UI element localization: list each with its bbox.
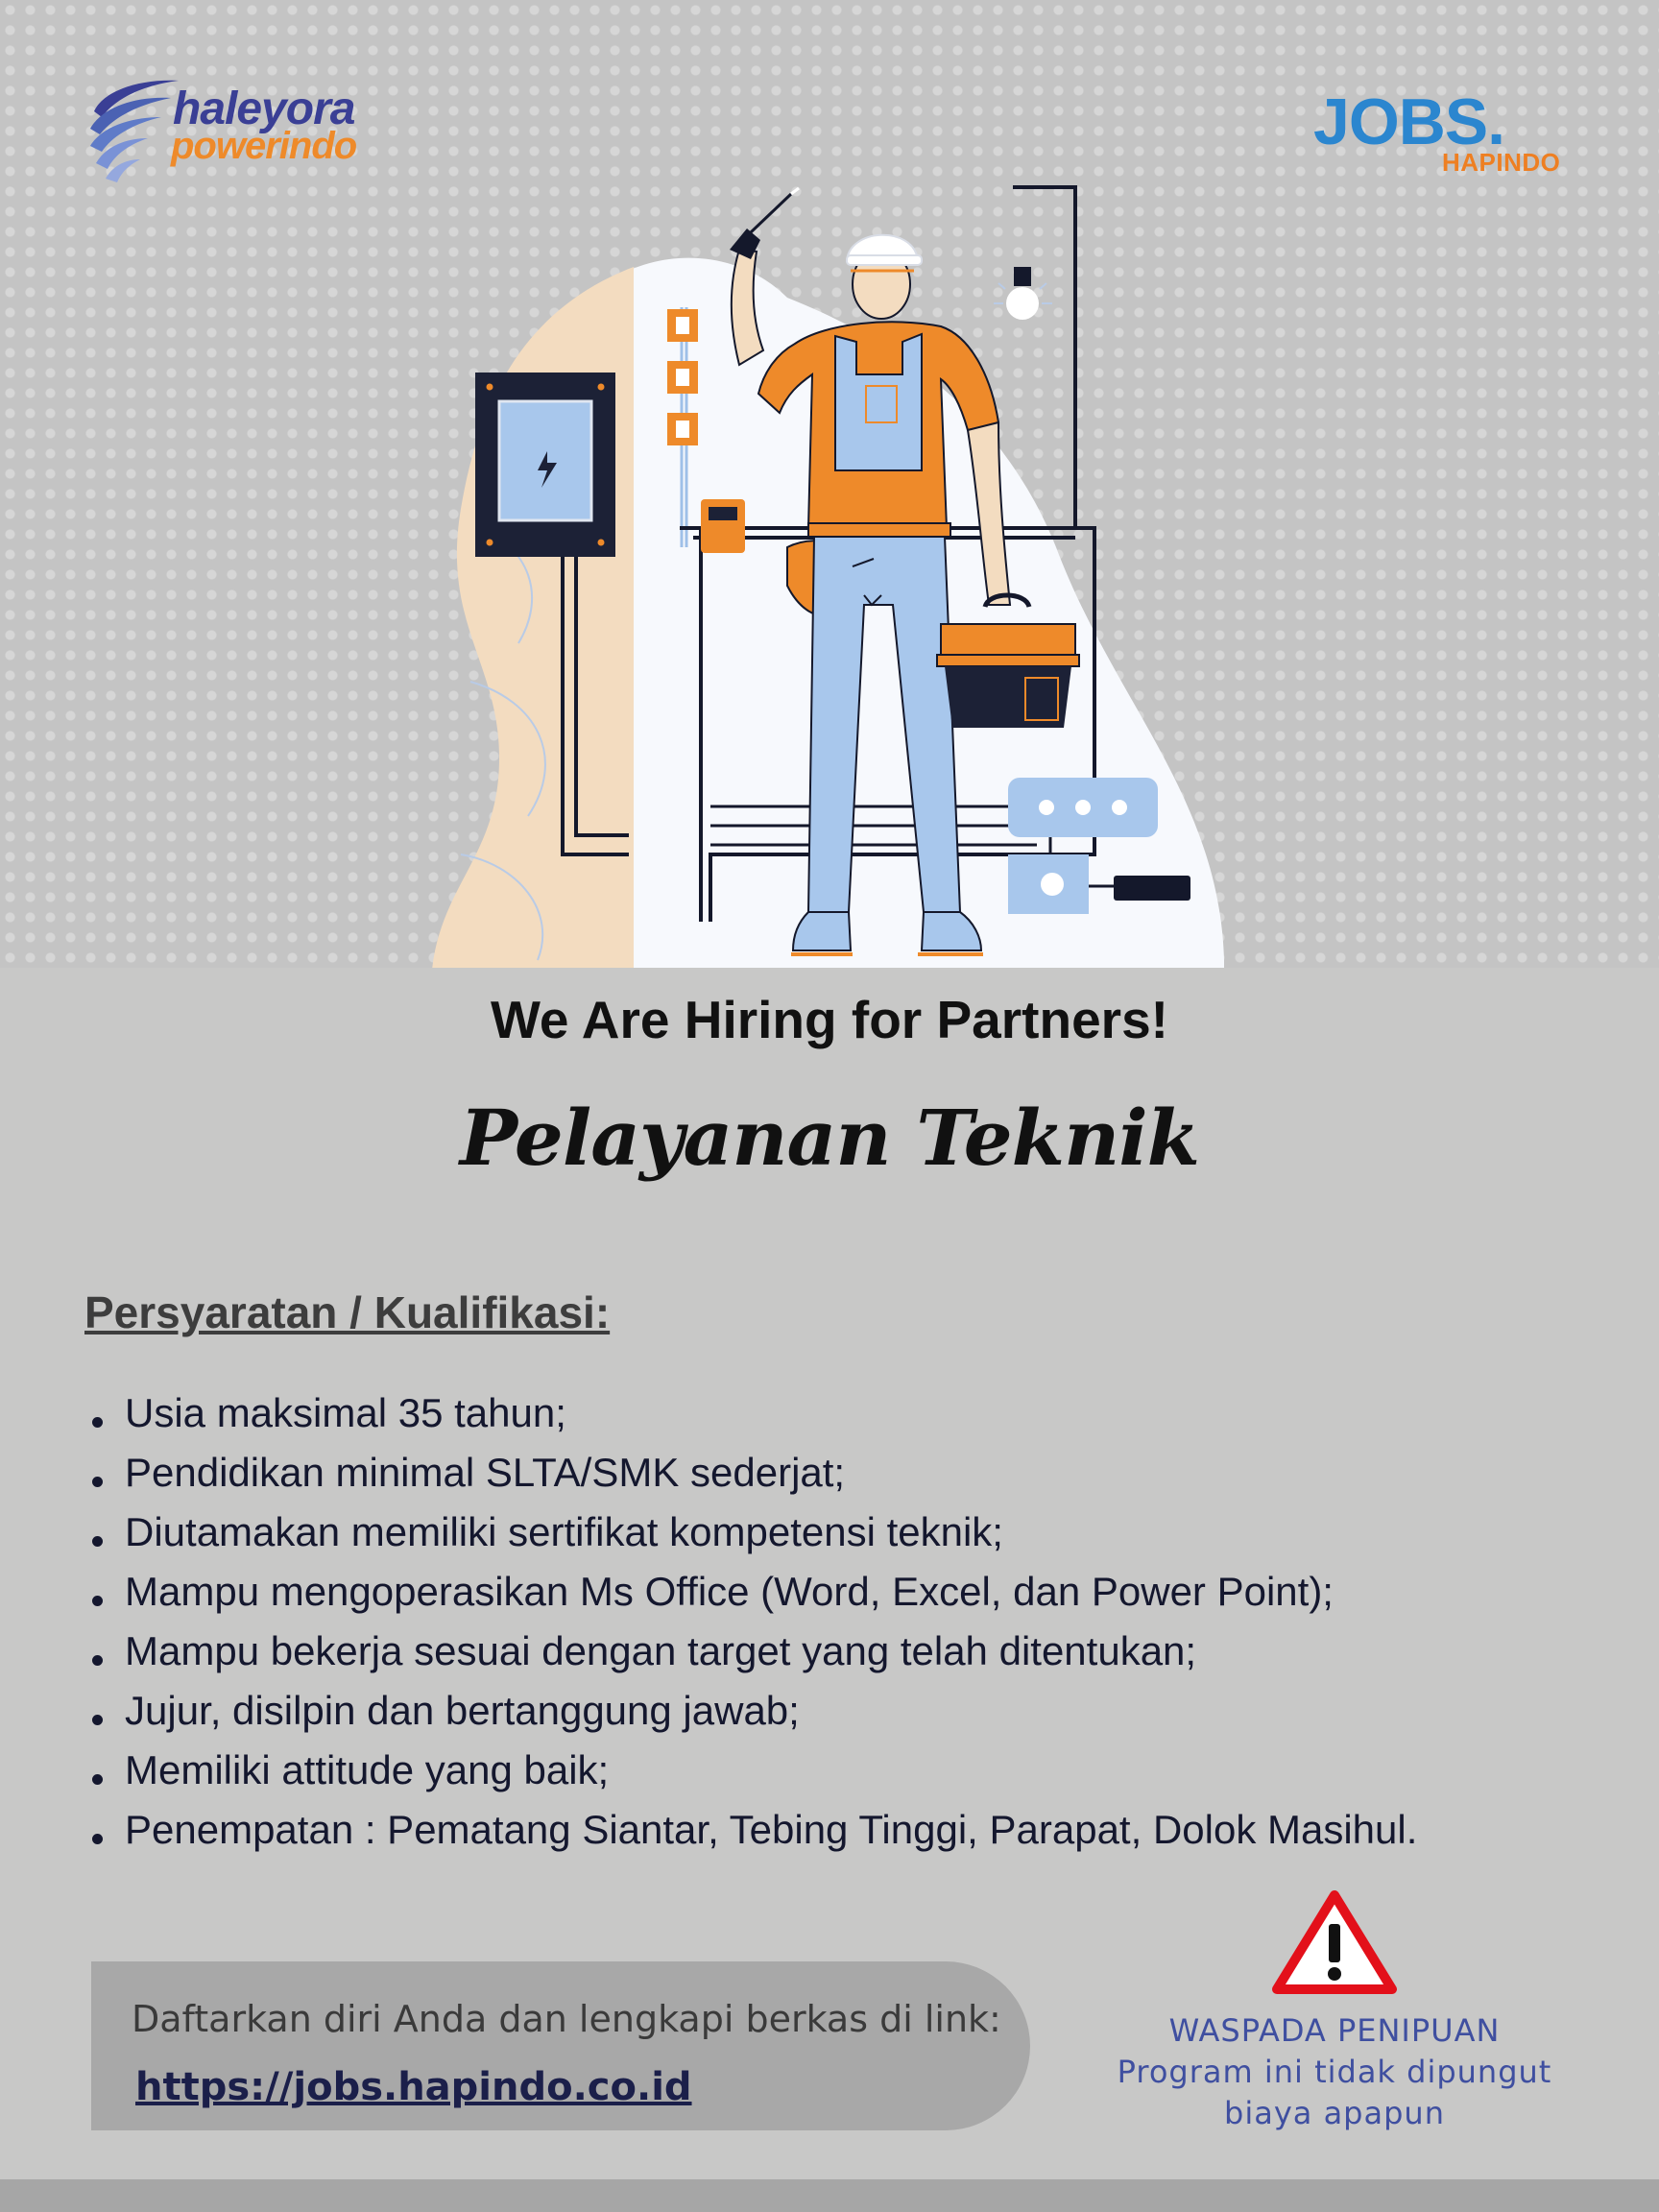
fraud-warning-line3: biaya apapun [1224,2095,1445,2131]
requirements-list [84,1390,1621,1866]
position-title: Pelayanan Teknik [459,1093,1200,1183]
haleyora-logo [84,73,373,184]
requirements-title: Persyaratan / Kualifikasi: [84,1287,611,1337]
requirement-item: Mampu mengoperasikan Ms Office (Word, Excel, dan Power Point); [84,1569,1621,1628]
requirement-item: Jujur, disilpin dan bertanggung jawab; [84,1688,1621,1747]
requirement-item: Diutamakan memiliki sertifikat kompetensi teknik; [84,1509,1621,1569]
register-instruction: Daftarkan diri Anda dan lengkapi berkas di link: [132,1998,1001,2040]
requirement-item: Penempatan : Pematang Siantar, Tebing Tinggi, Parapat, Dolok Masihul. [84,1807,1621,1866]
hiring-headline: We Are Hiring for Partners! [491,990,1168,1049]
register-box [91,1961,1030,2130]
fraud-warning [1094,2010,1575,2134]
haleyora-logo-line2: powerindo [171,125,357,167]
technician-illustration [422,182,1238,968]
register-link[interactable]: https://jobs.hapindo.co.id [135,2065,692,2109]
swirl-logo-icon [84,73,180,184]
fraud-warning-title: WASPADA PENIPUAN [1168,2012,1501,2049]
requirement-item: Usia maksimal 35 tahun; [84,1390,1621,1450]
fraud-warning-line2: Program ini tidak dipungut [1117,2054,1552,2090]
blob-left [432,267,634,968]
hero-area [0,0,1659,968]
requirement-item: Pendidikan minimal SLTA/SMK sederjat; [84,1450,1621,1509]
bottom-bar [0,2179,1659,2212]
jobs-logo-text: JOBS. [1313,85,1505,158]
requirement-item: Memiliki attitude yang baik; [84,1747,1621,1807]
jobs-hapindo-logo [1313,84,1563,180]
hapindo-logo-text: HAPINDO [1442,148,1561,177]
requirement-item: Mampu bekerja sesuai dengan target yang telah ditentukan; [84,1628,1621,1688]
haleyora-logo-line1: haleyora [173,84,355,134]
warning-triangle-icon [1271,1889,1398,1997]
